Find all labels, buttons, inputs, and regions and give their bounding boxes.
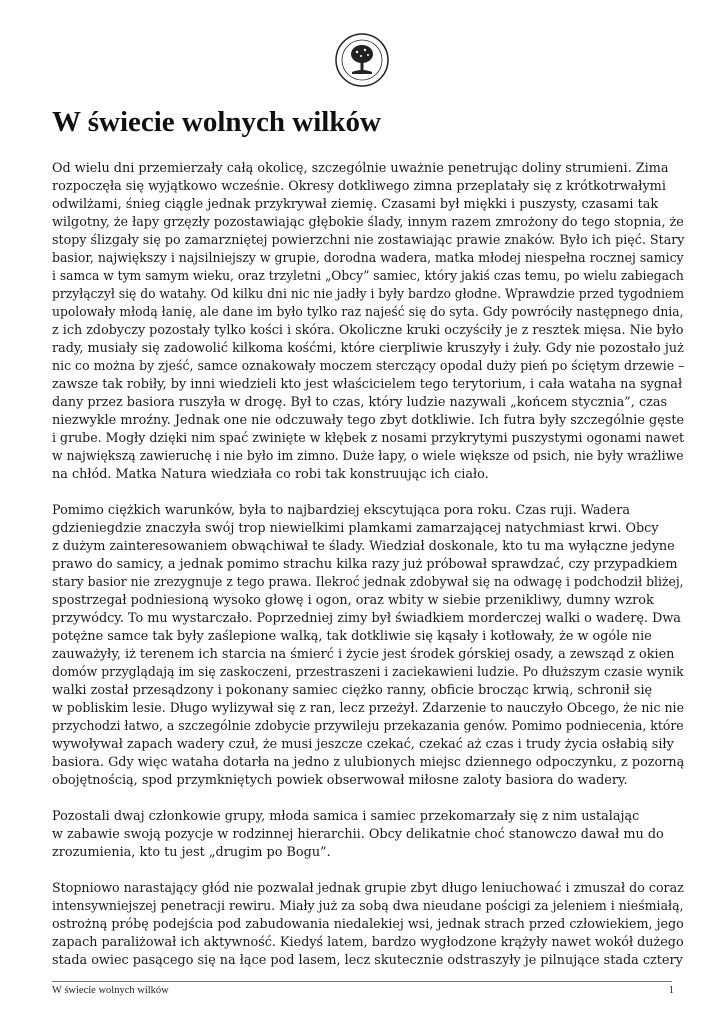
text-line: i samca w tym samym wieku, oraz trzyletni „Obcy” samiec, który jakiś czas temu, po wielu zabiegach: [52, 269, 684, 284]
text-line: przyłączył się do watahy. Od kilku dni nic nie jadły i były bardzo głodne. Wprawdzie przed tygodniem: [52, 287, 684, 302]
text-line: obojętnością, spod przymkniętych powiek obserwował miłosne zaloty basiora do wadery.: [52, 773, 628, 788]
text-line: na chłód. Matka Natura wiedziała co robi tak konstruując ich ciało.: [52, 467, 489, 482]
text-line: potężne samce tak były zaślepione walką, tak dotkliwie się kąsały i kotłowały, że w ogóle nie: [52, 629, 652, 644]
page-number: 1: [668, 985, 674, 996]
text-line: Od wielu dni przemierzały całą okolicę, szczególnie uważnie penetrując doliny strumieni. Zima: [52, 161, 669, 176]
text-line: Stopniowo narastający głód nie pozwalał jednak grupie zbyt długo leniuchować i zmuszał do coraz: [52, 881, 684, 896]
article-title: W świecie wolnych wilków: [52, 106, 381, 138]
text-line: dany przez basiora ruszyła w drogę. Był to czas, który ludzie nazywali „końcem stycznia”, czas: [52, 395, 668, 410]
text-line: walki został przesądzony i pokonany samiec ciężko ranny, obficie brocząc krwią, schronił się: [52, 683, 653, 698]
text-line: basior, największy i najsilniejszy w grupie, dorodna wadera, matka młodej niespełna rocznej samicy: [52, 251, 684, 266]
text-line: zauważyły, iż terenem ich starcia na śmierć i życie jest środek górskiej osady, a zewsząd z okien: [52, 647, 675, 662]
text-line: w pobliskim lesie. Długo wylizywał się z ran, lecz przeżył. Zdarzenie to nauczyło Obcego, że nic nie: [52, 701, 685, 716]
footer-title: W świecie wolnych wilków: [52, 985, 169, 996]
text-line: Pozostali dwaj członkowie grupy, młoda samica i samiec przekomarzały się z nim ustalając: [52, 809, 640, 824]
text-line: niezwykle mroźny. Jednak one nie odczuwały tego zbyt dotkliwie. Ich futra były szczególnie gęste: [52, 413, 685, 428]
paragraph: [52, 880, 684, 970]
text-line: rozpoczęła się wyjątkowo wcześnie. Okresy dotkliwego zimna przeplatały się z krótkotrwałymi: [52, 179, 666, 194]
text-line: prawo do samicy, a jednak pomimo strachu kilka razy już próbował sprawdzać, czy przypadkiem: [52, 557, 678, 572]
text-line: wywoływał zapach wadery czuł, że musi jeszcze czekać, czekać aż czas i trudy życia osłabią siły: [52, 737, 674, 752]
article-body: [52, 160, 684, 988]
text-line: spostrzegał podniesioną wysoko głowę i ogon, oraz wbity w siebie przenikliwy, dumny wzrok: [52, 593, 654, 608]
text-line: w największą zawieruchę i nie było im zimno. Duże łapy, o wiele większe od psich, nie były wrażliwe: [52, 449, 684, 464]
text-line: rady, musiały się zadowolić kilkoma kośćmi, które cierpliwie kruszyły i żuły. Gdy nie pozostało już: [52, 341, 684, 356]
text-line: stopy ślizgały się po zamarzniętej powierzchni nie zostawiając prawie znaków. Było ich pięć. Stary: [52, 233, 685, 248]
text-line: intensywniejszej penetracji rewiru. Miały już za sobą dwa nieudane pościgi za jeleniem i nieśmiałą,: [52, 899, 684, 914]
paragraph: [52, 502, 684, 790]
text-line: wilgotny, że łapy grzęzły pozostawiając głębokie ślady, innym razem zmrożony do tego stopnia, że: [52, 215, 684, 230]
tree-seal-logo-icon: [334, 32, 390, 88]
text-line: gdzieniegdzie znaczyła swój trop niewielkimi plamkami zamarzającej natychmiast krwi. Obcy: [52, 521, 659, 536]
text-line: w zabawie swoją pozycje w rodzinnej hierarchii. Obcy delikatnie choć stanowczo dawał mu do: [52, 827, 664, 842]
text-line: stary basior nie zrezygnuje z tego prawa. Ilekroć jednak zdobywał się na odwagę i podchodził bliżej,: [52, 575, 684, 590]
paragraph: [52, 160, 684, 484]
text-line: i grube. Mogły dzięki nim spać zwinięte w kłębek z nosami przykrytymi puszystymi ogonami nawet: [52, 431, 685, 446]
text-line: z dużym zainteresowaniem obwąchiwał te ślady. Wiedział doskonale, kto tu ma wyłączne jedyne: [52, 539, 675, 554]
text-line: odwilżami, śnieg ciągle jednak przykrywał ziemię. Czasami był miękki i puszysty, czasami tak: [52, 197, 659, 212]
text-line: z ich zdobyczy pozostały tylko kości i skóra. Okoliczne kruki oczyściły je z resztek mięsa. Nie było: [52, 323, 684, 338]
text-line: zrozumienia, kto tu jest „drugim po Bogu”.: [52, 845, 331, 860]
text-line: zapach paraliżował ich aktywność. Kiedyś latem, bardzo wygłodzone krążyły nawet wokół dużego: [52, 935, 684, 950]
text-line: basiora. Gdy więc wataha dotarła na jedno z ulubionych miejsc dziennego odpoczynku, z pozorną: [52, 755, 685, 770]
text-line: nic co można by zjeść, samce oznakowały moczem sterczący opodal duży pień po ściętym drzewie –: [52, 359, 685, 374]
footer-divider: [52, 981, 672, 982]
text-line: ostrożną próbę podejścia pod zabudowania niedalekiej wsi, jednak strach przed człowiekiem, jego: [52, 917, 684, 932]
text-line: stada owiec pasącego się na łące pod lasem, lecz skutecznie odstraszyły je pilnujące stada cztery: [52, 953, 683, 968]
paragraph: [52, 808, 684, 862]
text-line: domów przyglądają im się zaskoczeni, przestraszeni i zaciekawieni ludzie. Po dłuższym czasie wynik: [52, 665, 684, 680]
text-line: upolowały młodą łanię, ale dane im było tylko raz najeść się do syta. Gdy powróciły następnego dnia,: [52, 305, 684, 320]
text-line: przychodzi łatwo, a szczególnie zdobycie przywileju przekazania genów. Pomimo podniecenia, które: [52, 719, 684, 734]
text-line: przywódcy. To mu wystarczało. Poprzedniej zimy był świadkiem morderczej walki o waderę. Dwa: [52, 611, 681, 626]
text-line: Pomimo ciężkich warunków, była to najbardziej ekscytująca pora roku. Czas ruji. Wadera: [52, 503, 630, 518]
text-line: zawsze tak robiły, by inni wiedzieli kto jest właścicielem tego terytorium, i cała wataha na sygnał: [52, 377, 683, 392]
